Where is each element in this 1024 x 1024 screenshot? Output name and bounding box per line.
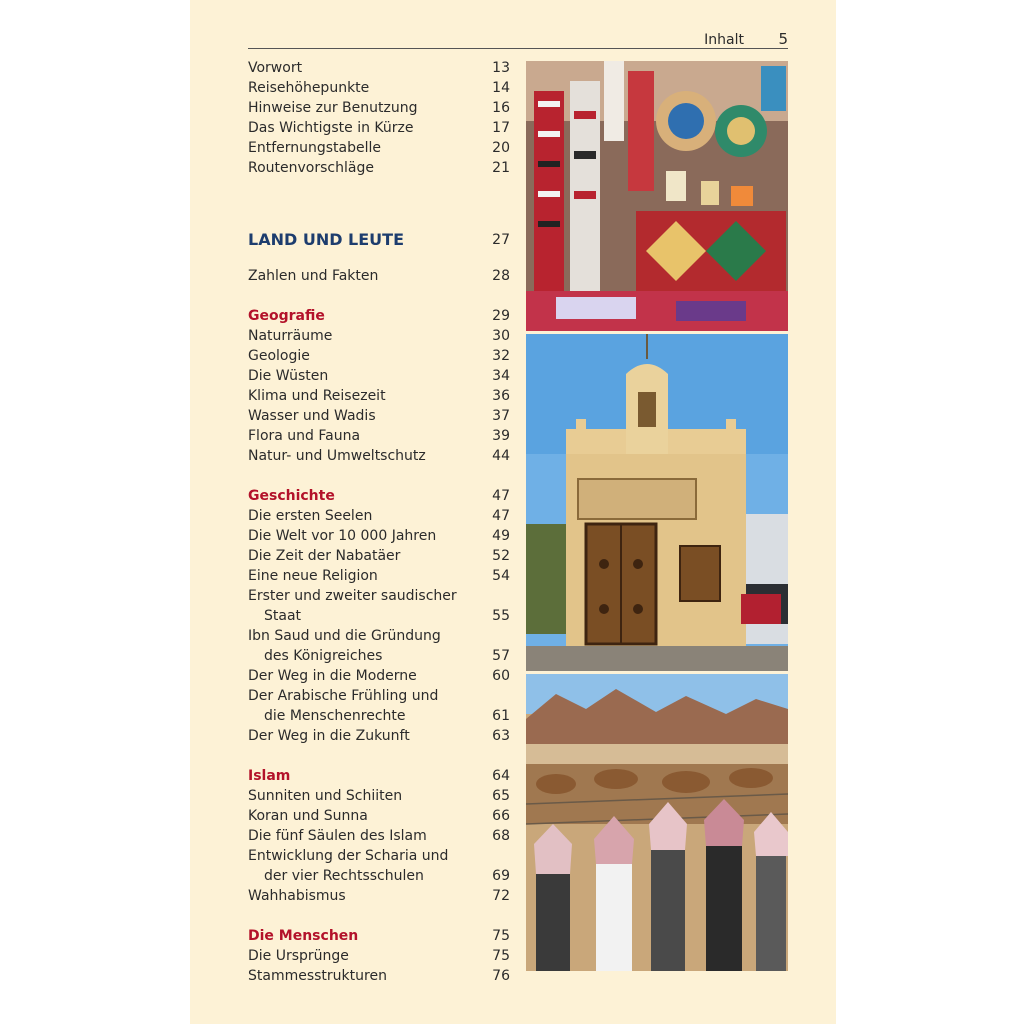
toc-title: Naturräume xyxy=(248,328,333,344)
toc-entry xyxy=(248,786,510,806)
toc-entry xyxy=(248,446,510,466)
traditional-building-photo xyxy=(526,334,788,671)
toc-title: Sunniten und Schiiten xyxy=(248,788,403,804)
toc-entry xyxy=(248,506,510,526)
toc-page: 54 xyxy=(492,568,510,584)
toc-title: Die Ursprünge xyxy=(248,948,349,964)
toc-page: 16 xyxy=(492,100,510,116)
toc-entry xyxy=(248,58,510,78)
toc-entry xyxy=(248,706,510,726)
toc-page: 13 xyxy=(492,60,510,76)
book-page xyxy=(190,0,836,1024)
toc-entry xyxy=(248,846,510,866)
toc-entry xyxy=(248,266,510,286)
toc-page: 44 xyxy=(492,448,510,464)
toc-page: 14 xyxy=(492,80,510,96)
toc-title: Die Wüsten xyxy=(248,368,329,384)
toc-entry xyxy=(248,626,510,646)
toc-title: Natur- und Umweltschutz xyxy=(248,448,426,464)
toc-entry xyxy=(248,406,510,426)
toc-entry xyxy=(248,118,510,138)
toc-entry xyxy=(248,546,510,566)
running-head-section: Inhalt xyxy=(704,32,744,48)
toc-title: Hinweise zur Benutzung xyxy=(248,100,418,116)
toc-entry xyxy=(248,666,510,686)
toc-page: 39 xyxy=(492,428,510,444)
toc-title: Die Welt vor 10 000 Jahren xyxy=(248,528,437,544)
toc-title: die Menschenrechte xyxy=(264,708,406,724)
toc-page: 36 xyxy=(492,388,510,404)
toc-entry xyxy=(248,606,510,626)
toc-page: 68 xyxy=(492,828,510,844)
toc-page: 34 xyxy=(492,368,510,384)
toc-page: 28 xyxy=(492,268,510,284)
toc-page: 69 xyxy=(492,868,510,884)
toc-title: Der Weg in die Zukunft xyxy=(248,728,410,744)
toc-page: 30 xyxy=(492,328,510,344)
toc-page: 47 xyxy=(492,488,510,504)
toc-page: 21 xyxy=(492,160,510,176)
toc-category-title: Islam xyxy=(248,768,291,784)
toc-title: Vorwort xyxy=(248,60,303,76)
toc-entry xyxy=(248,366,510,386)
toc-entry xyxy=(248,866,510,886)
table-of-contents xyxy=(248,58,510,986)
toc-page: 72 xyxy=(492,888,510,904)
toc-category-title: Geografie xyxy=(248,308,325,324)
toc-category-heading xyxy=(248,306,510,326)
toc-entry xyxy=(248,646,510,666)
toc-page: 20 xyxy=(492,140,510,156)
toc-page: 64 xyxy=(492,768,510,784)
toc-page: 57 xyxy=(492,648,510,664)
toc-section-title: LAND UND LEUTE xyxy=(248,230,405,249)
toc-page: 76 xyxy=(492,968,510,984)
toc-entry xyxy=(248,886,510,906)
toc-title: Geologie xyxy=(248,348,310,364)
toc-title: Die fünf Säulen des Islam xyxy=(248,828,427,844)
toc-title: Ibn Saud und die Gründung xyxy=(248,628,441,644)
toc-entry xyxy=(248,98,510,118)
toc-entry xyxy=(248,566,510,586)
market-textiles-photo xyxy=(526,61,788,331)
toc-page: 61 xyxy=(492,708,510,724)
toc-entry xyxy=(248,966,510,986)
toc-page: 17 xyxy=(492,120,510,136)
toc-page: 75 xyxy=(492,948,510,964)
toc-title: Entwicklung der Scharia und xyxy=(248,848,449,864)
toc-title: Staat xyxy=(264,608,302,624)
toc-category-title: Geschichte xyxy=(248,488,335,504)
toc-title: Routenvorschläge xyxy=(248,160,374,176)
toc-title: Die ersten Seelen xyxy=(248,508,373,524)
toc-section-heading xyxy=(248,230,510,250)
toc-entry xyxy=(248,426,510,446)
toc-title: Entfernungstabelle xyxy=(248,140,382,156)
toc-page: 66 xyxy=(492,808,510,824)
toc-category-heading xyxy=(248,486,510,506)
toc-title: Der Arabische Frühling und xyxy=(248,688,439,704)
toc-title: Klima und Reisezeit xyxy=(248,388,386,404)
toc-entry xyxy=(248,386,510,406)
toc-page: 55 xyxy=(492,608,510,624)
toc-title: Reisehöhepunkte xyxy=(248,80,370,96)
toc-entry xyxy=(248,526,510,546)
toc-page: 52 xyxy=(492,548,510,564)
running-head xyxy=(248,30,788,49)
toc-page: 47 xyxy=(492,508,510,524)
toc-page: 29 xyxy=(492,308,510,324)
toc-entry xyxy=(248,158,510,178)
toc-title: Wasser und Wadis xyxy=(248,408,376,424)
toc-page: 27 xyxy=(492,232,510,248)
toc-entry xyxy=(248,686,510,706)
toc-page: 49 xyxy=(492,528,510,544)
toc-entry xyxy=(248,826,510,846)
toc-page: 60 xyxy=(492,668,510,684)
toc-title: Erster und zweiter saudischer xyxy=(248,588,457,604)
toc-title: Flora und Fauna xyxy=(248,428,361,444)
toc-entry xyxy=(248,726,510,746)
toc-category-heading xyxy=(248,766,510,786)
toc-entry xyxy=(248,326,510,346)
toc-title: Zahlen und Fakten xyxy=(248,268,379,284)
toc-title: Die Zeit der Nabatäer xyxy=(248,548,401,564)
toc-entry xyxy=(248,78,510,98)
toc-entry xyxy=(248,806,510,826)
toc-page: 65 xyxy=(492,788,510,804)
toc-title: Wahhabismus xyxy=(248,888,346,904)
toc-page: 32 xyxy=(492,348,510,364)
toc-title: Eine neue Religion xyxy=(248,568,378,584)
toc-title: der vier Rechtsschulen xyxy=(264,868,424,884)
toc-page: 37 xyxy=(492,408,510,424)
toc-entry xyxy=(248,586,510,606)
toc-title: Der Weg in die Moderne xyxy=(248,668,417,684)
page-number: 5 xyxy=(778,30,788,48)
toc-page: 63 xyxy=(492,728,510,744)
toc-category-heading xyxy=(248,926,510,946)
toc-entry xyxy=(248,138,510,158)
toc-title: Das Wichtigste in Kürze xyxy=(248,120,414,136)
toc-title: des Königreiches xyxy=(264,648,383,664)
toc-title: Stammesstrukturen xyxy=(248,968,387,984)
toc-entry xyxy=(248,946,510,966)
toc-category-title: Die Menschen xyxy=(248,928,359,944)
toc-page: 75 xyxy=(492,928,510,944)
toc-entry xyxy=(248,346,510,366)
camel-market-photo xyxy=(526,674,788,971)
toc-title: Koran und Sunna xyxy=(248,808,368,824)
